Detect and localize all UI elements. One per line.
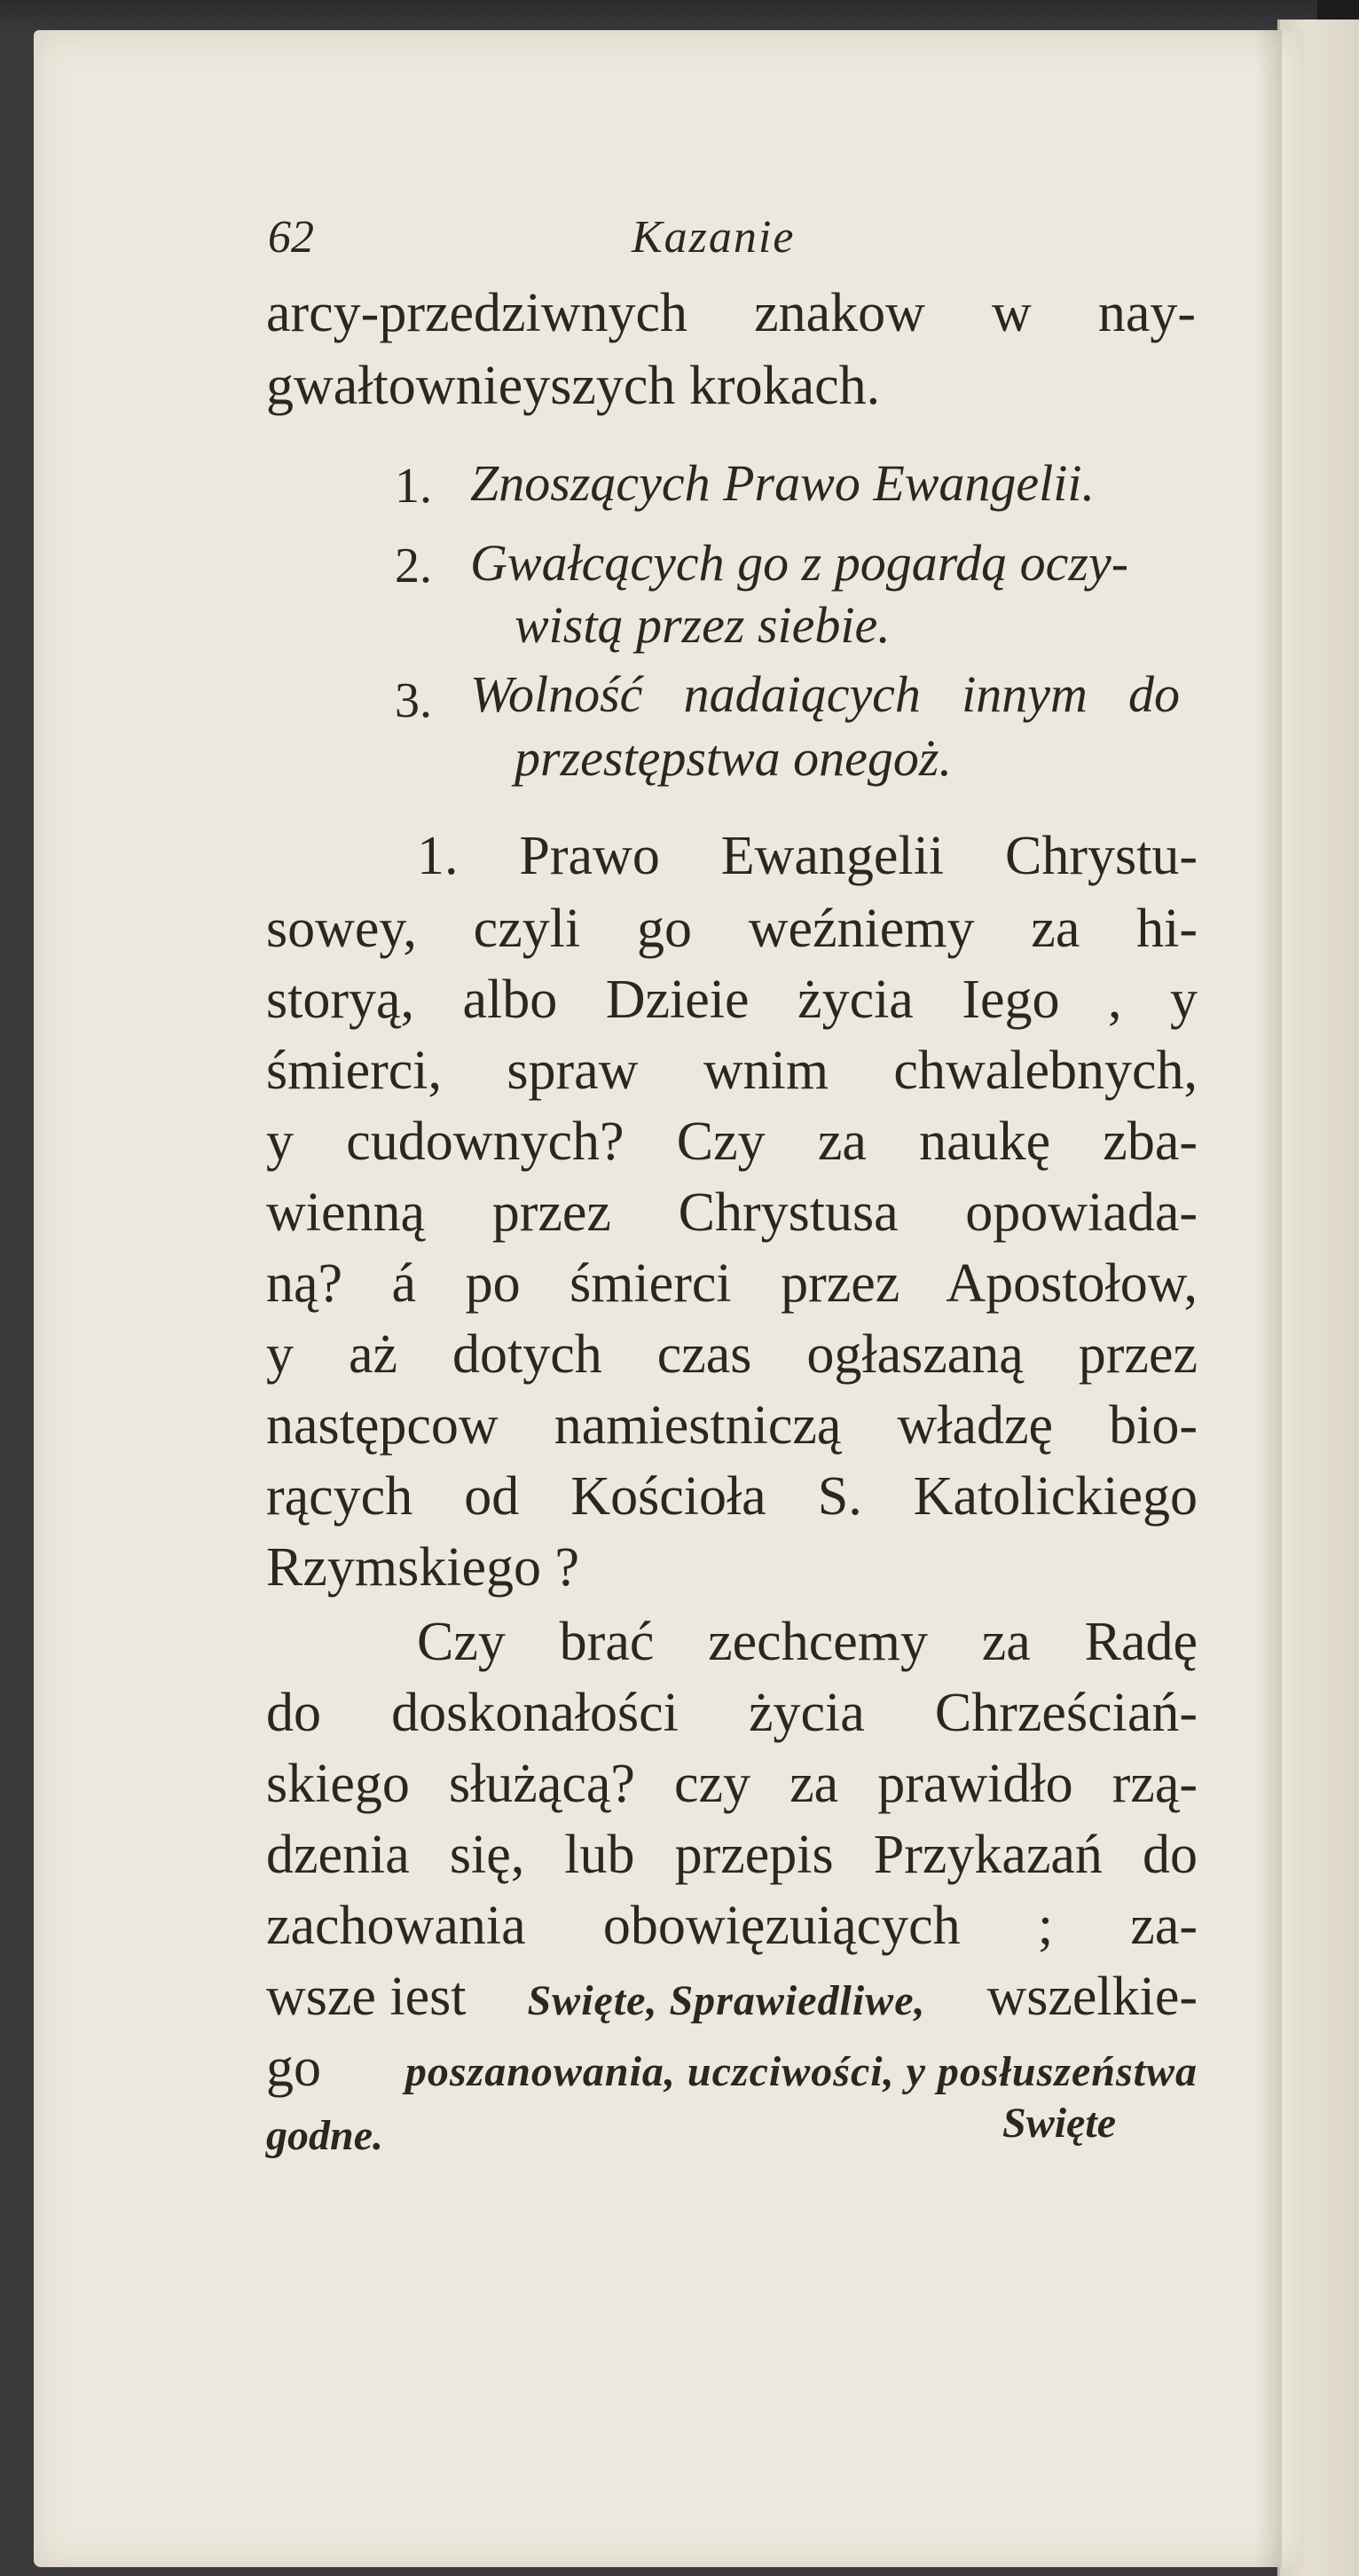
text-line: gwałtownieyszych krokach. xyxy=(266,356,881,416)
text-line: arcy-przedziwnych znakow w nay- xyxy=(266,283,1196,343)
catchword: Swięte xyxy=(1002,2100,1116,2147)
text-line: do doskonałości życia Chrześciań- xyxy=(266,1683,1198,1743)
text-line: śmierci, spraw wnim chwalebnych, xyxy=(266,1041,1198,1101)
text-line: y aż dotych czas ogłaszaną przez xyxy=(266,1324,1198,1385)
list-item: Wolność nadaiących innym do xyxy=(470,665,1180,723)
text-line: storyą, albo Dzieie życia Iego , y xyxy=(266,970,1198,1030)
text-line: ną? á po śmierci przez Apostołow, xyxy=(266,1253,1198,1314)
list-number: 3. xyxy=(395,673,432,728)
text-fragment: wsze iest xyxy=(266,1967,467,2027)
text-line xyxy=(266,1967,1198,2027)
text-line: wienną przez Chrystusa opowiada- xyxy=(266,1182,1198,1243)
list-item: Gwałcących go z pogardą oczy- xyxy=(470,534,1129,592)
running-title: Kazanie xyxy=(632,212,796,263)
text-line xyxy=(266,2038,1198,2098)
text-line: zachowania obowięzuiących ; za- xyxy=(266,1896,1198,1956)
emphasis-text: Swięte, Sprawiedliwe, xyxy=(527,1977,926,2024)
text-line: następcow namiestniczą władzę bio- xyxy=(266,1395,1198,1456)
text-line: 1. Prawo Ewangelii Chrystu- xyxy=(417,826,1198,886)
list-number: 2. xyxy=(395,538,432,593)
text-line: Rzymskiego ? xyxy=(266,1537,579,1598)
list-item: przestępstwa onegoż. xyxy=(515,729,952,787)
list-item: Znoszących Prawo Ewangelii. xyxy=(470,454,1096,512)
text-line: skiego służącą? czy za prawidło rzą- xyxy=(266,1754,1198,1814)
text-line: Czy brać zechcemy za Radę xyxy=(417,1612,1198,1672)
text-line: y cudownych? Czy za naukę zba- xyxy=(266,1111,1198,1172)
page-number: 62 xyxy=(268,212,314,263)
list-item: wistą przez siebie. xyxy=(515,596,891,654)
text-fragment: wszelkie- xyxy=(986,1967,1198,2027)
text-line: rących od Kościoła S. Katolickiego xyxy=(266,1466,1198,1527)
text-line: dzenia się, lub przepis Przykazań do xyxy=(266,1825,1198,1885)
text-fragment: godne. xyxy=(266,2112,383,2159)
text-fragment: go xyxy=(266,2038,321,2098)
text-line: sowey, czyli go weźniemy za hi- xyxy=(266,899,1198,959)
list-number: 1. xyxy=(395,459,432,514)
emphasis-text: poszanowania, uczciwości, y posłuszeństwa xyxy=(405,2048,1198,2095)
